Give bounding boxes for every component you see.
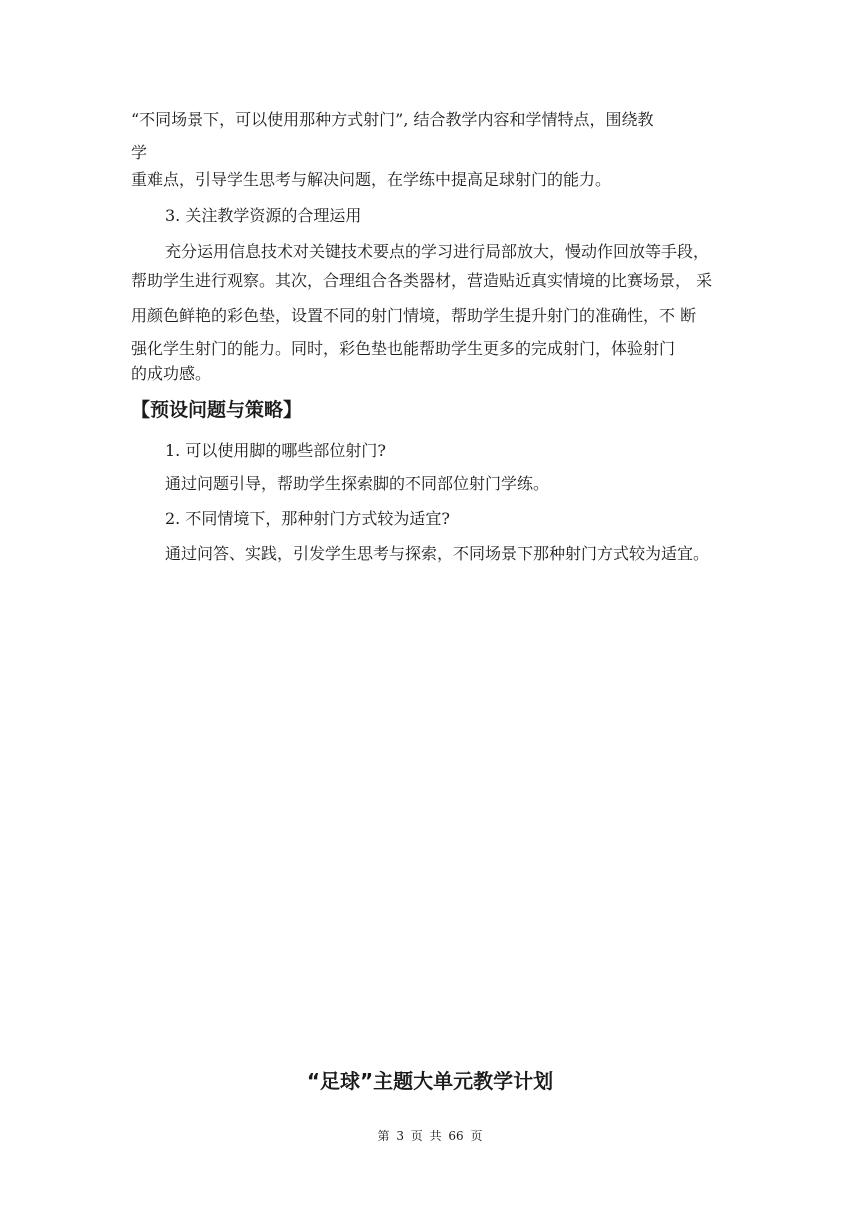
body-line: “不同场景下，可以使用那种方式射门”, 结合教学内容和学情特点，围绕教 (131, 110, 654, 129)
body-line: 学 (131, 143, 148, 162)
page-number: 第 3 页 共 66 页 (377, 1129, 483, 1143)
footer-title: “足球”主题大单元教学计划 (306, 1069, 554, 1093)
body-line: 用颜色鲜艳的彩色垫，设置不同的射门情境，帮助学生提升射门的准确性，不 断 (131, 306, 697, 325)
answer-text: 通过问答、实践，引发学生思考与探索，不同场景下那种射门方式较为适宜。 (165, 544, 710, 563)
body-line: 重难点，引导学生思考与解决问题，在学练中提高足球射门的能力。 (131, 170, 612, 189)
body-line: 充分运用信息技术对关键技术要点的学习进行局部放大，慢动作回放等手段， (165, 242, 710, 261)
body-line: 的成功感。 (131, 364, 212, 383)
list-item-title: 3. 关注教学资源的合理运用 (165, 206, 362, 225)
body-line: 强化学生射门的能力。同时，彩色垫也能帮助学生更多的完成射门，体验射门 (131, 339, 676, 358)
answer-text: 通过问题引导，帮助学生探索脚的不同部位射门学练。 (165, 474, 550, 493)
question-item: 2. 不同情境下，那种射门方式较为适宜? (165, 509, 450, 528)
question-item: 1. 可以使用脚的哪些部位射门? (165, 441, 386, 460)
section-heading: 【预设问题与策略】 (131, 399, 303, 421)
body-line: 帮助学生进行观察。其次，合理组合各类器材，营造贴近真实情境的比赛场景， 采 (131, 271, 713, 290)
